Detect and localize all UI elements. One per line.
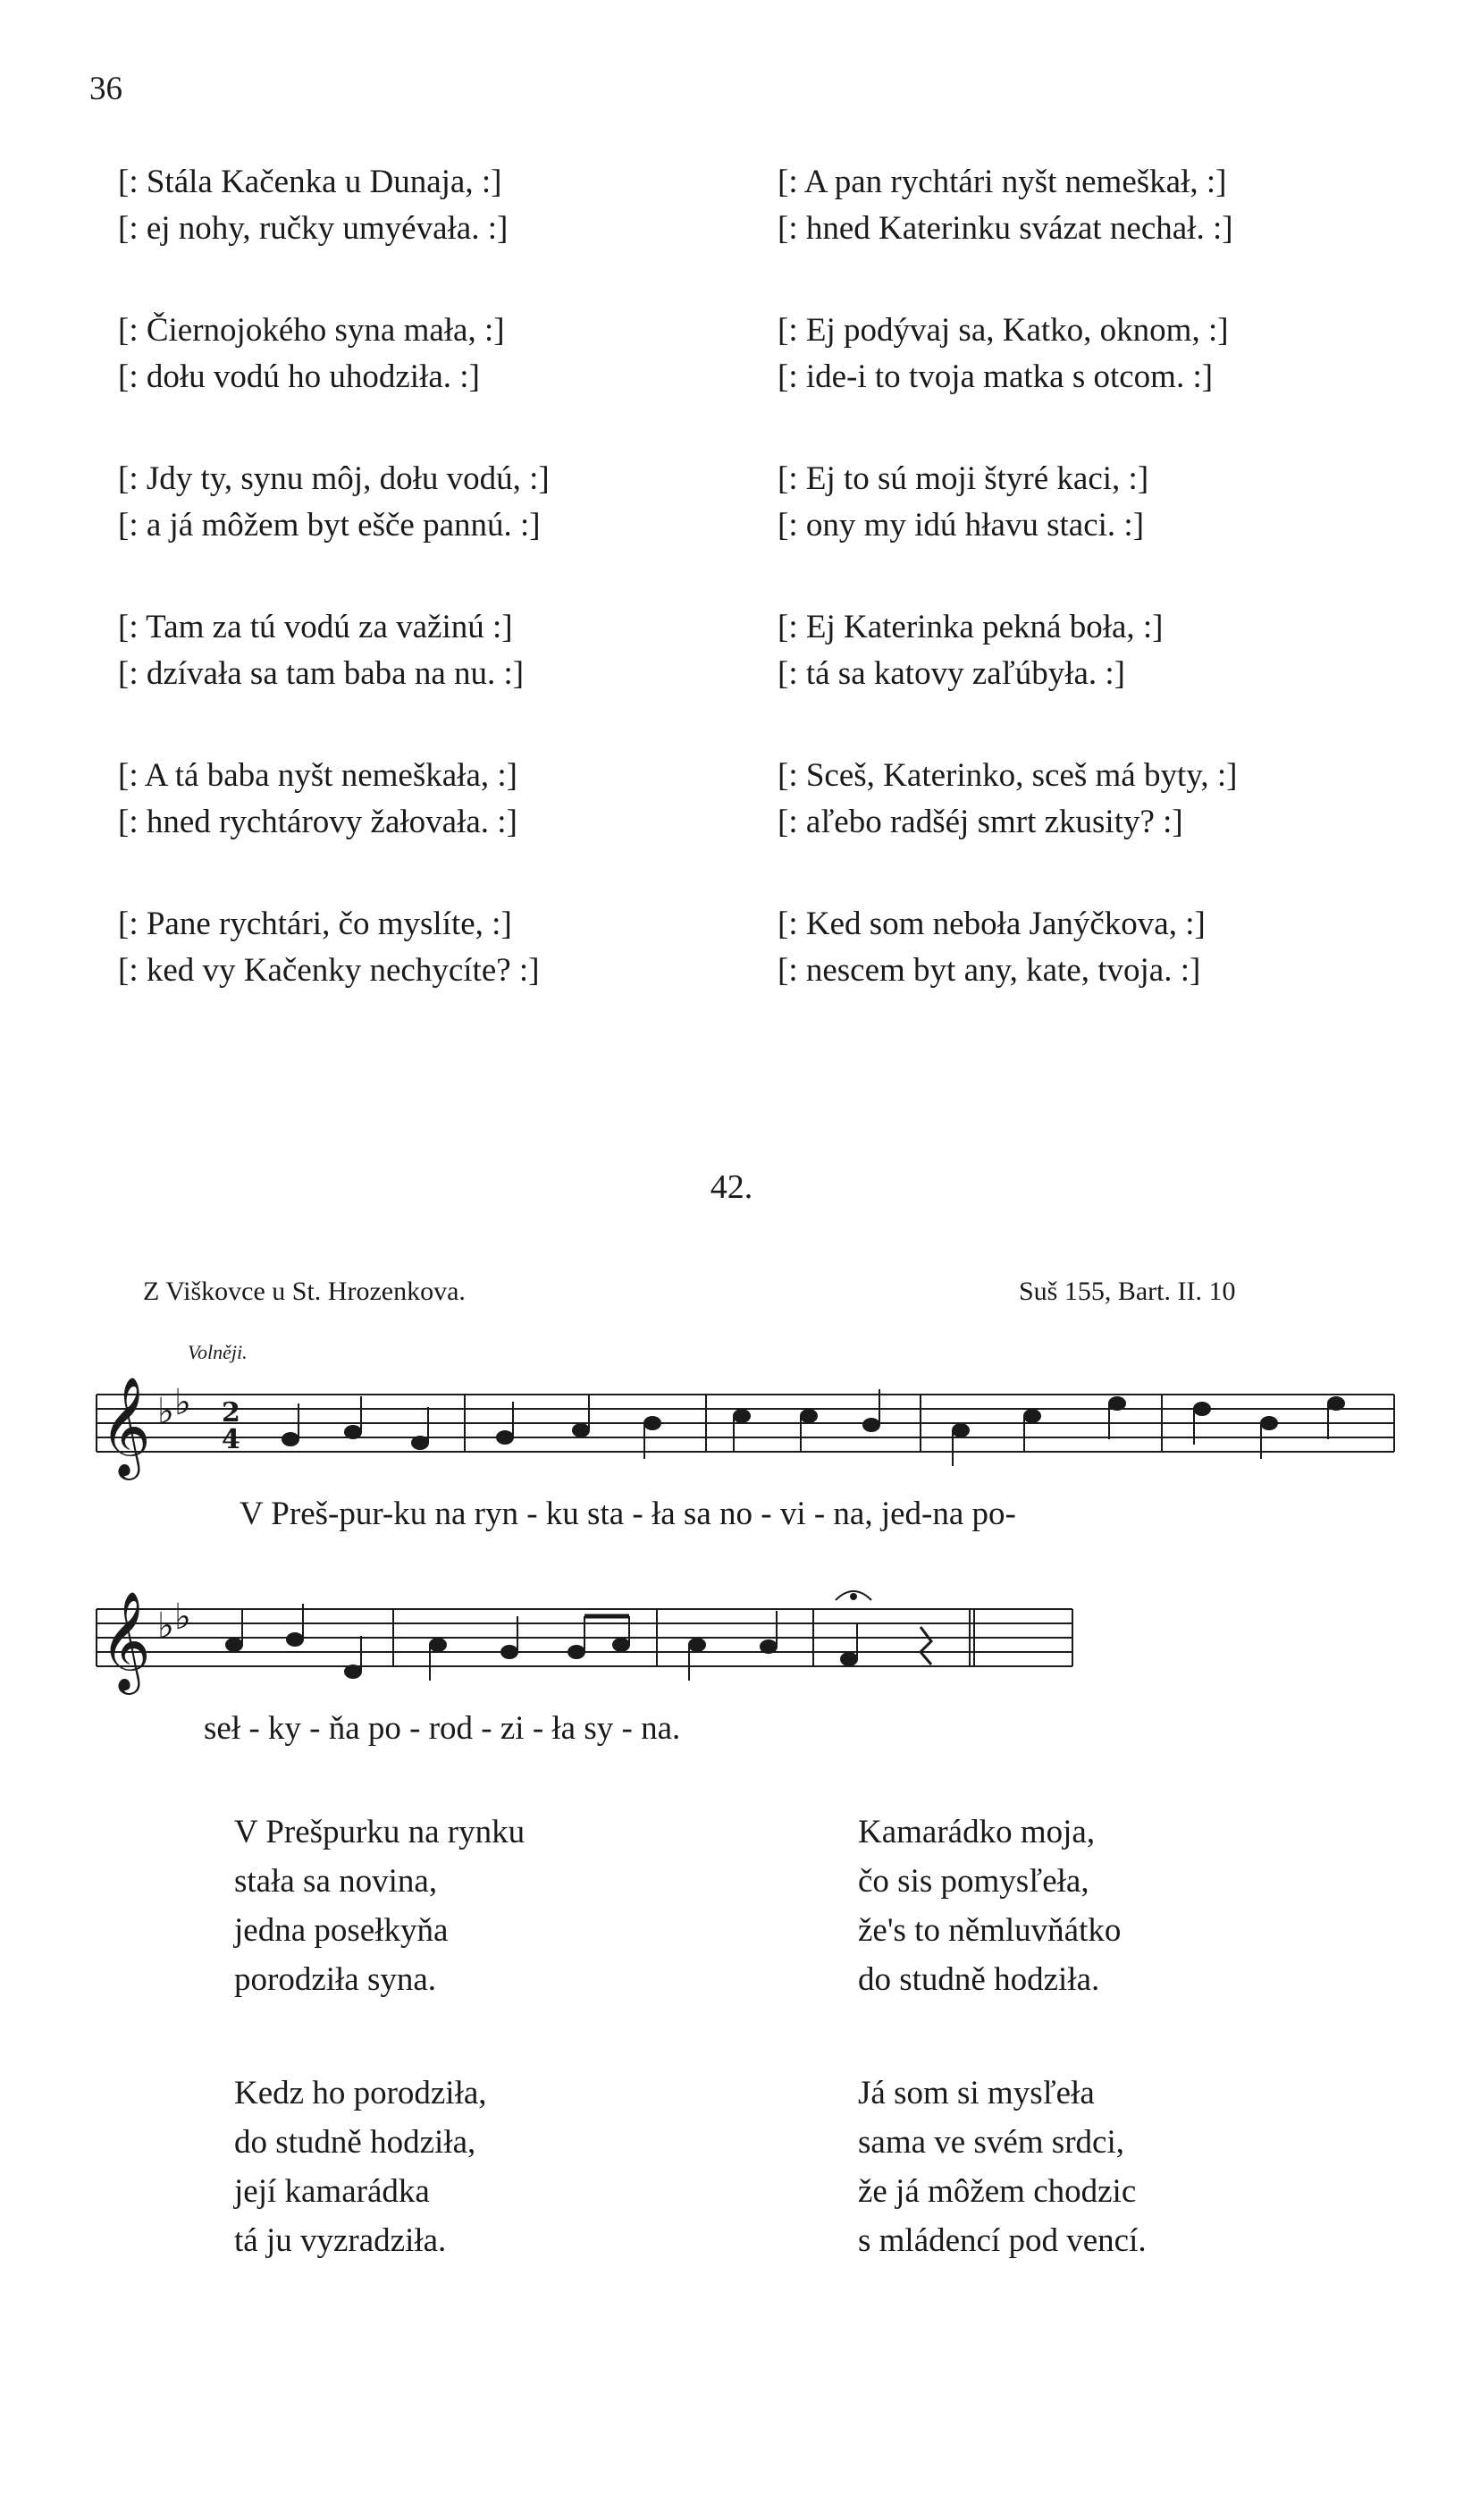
verse-line: že já môžem chodzic — [858, 2173, 1137, 2210]
verse-line: její kamarádka — [234, 2173, 430, 2210]
verse-line: [: Stála Kačenka u Dunaja, :] — [118, 164, 502, 200]
notes-staff-1 — [282, 1389, 1344, 1466]
verse-line: stała sa novina, — [234, 1863, 438, 1900]
verse-line: [: Jdy ty, synu môj, dołu vodú, :] — [118, 460, 550, 497]
lyrics-line-1: V Preš-pur-ku na ryn - ku sta - ła sa no - vi - na, jed-na po- — [240, 1496, 1016, 1532]
verse-line: [: Ej to sú moji štyré kaci, :] — [778, 460, 1149, 497]
flat-sign-icon: ♭ — [174, 1382, 191, 1423]
tempo-marking: Volněji. — [188, 1341, 248, 1363]
verse-line: porodziła syna. — [234, 1961, 437, 1998]
verse-line: že's to němluvňátko — [858, 1912, 1122, 1949]
verse-line: čo sis pomysľeła, — [858, 1863, 1089, 1900]
verse-line: V Prešpurku na rynku — [234, 1814, 526, 1850]
stanza — [858, 1808, 1147, 2004]
verse-line: [: ony my idú hłavu staci. :] — [778, 507, 1145, 544]
verse-line: Kamarádko moja, — [858, 1814, 1096, 1850]
verse-line: [: ide-i to tvoja matka s otcom. :] — [778, 358, 1214, 395]
time-signature-bottom: 4 — [222, 1424, 240, 1455]
verse-line: do studně hodziła. — [858, 1961, 1100, 1998]
lyrics-line-2: seł - ky - ňa po - rod - zi - ła sy - na. — [204, 1710, 681, 1747]
verse-line: [: hned rychtárovy žałovała. :] — [118, 804, 517, 840]
verse-line: [: ej nohy, ručky umyévała. :] — [118, 210, 509, 247]
verse-line: [: Pane rychtári, čo myslíte, :] — [118, 906, 512, 942]
flat-sign-icon: ♭ — [157, 1391, 174, 1432]
page-number: 36 — [89, 71, 122, 107]
verses-right-column — [858, 1808, 1147, 2330]
song-number: 42. — [710, 1168, 753, 1206]
verse-line: [: Čiernojokého syna mała, :] — [118, 312, 505, 349]
verse-line: [: Ej Katerinka pekná boła, :] — [778, 609, 1164, 645]
verse-line: [: tá sa katovy zaľúbyła. :] — [778, 655, 1126, 692]
verse-line: [: ked vy Kačenky nechycíte? :] — [118, 952, 540, 989]
verse-line: tá ju vyzradziła. — [234, 2222, 447, 2259]
verse-line: [: A pan rychtári nyšt nemeškał, :] — [778, 164, 1227, 200]
stanza — [234, 2069, 525, 2265]
verse-line: [: nescem byt any, kate, tvoja. :] — [778, 952, 1201, 989]
verse-line: sama ve svém srdci, — [858, 2124, 1124, 2161]
stanza — [234, 1808, 525, 2004]
verse-line: Kedz ho porodziła, — [234, 2075, 487, 2111]
treble-clef-icon: 𝄞 — [100, 1590, 151, 1690]
song-origin: Z Viškovce u St. Hrozenkova. — [143, 1277, 466, 1306]
stanza — [858, 2069, 1147, 2265]
verse-line: do studně hodziła, — [234, 2124, 476, 2161]
verse-line: [: Ked som neboła Janýčkova, :] — [778, 906, 1206, 942]
verse-line: jedna posełkyňa — [234, 1912, 449, 1949]
verses-left-column — [234, 1808, 525, 2330]
verse-line: s mládencí pod vencí. — [858, 2222, 1147, 2259]
verse-line: [: aľebo radšéj smrt zkusity? :] — [778, 804, 1183, 840]
time-signature-top: 2 — [222, 1397, 240, 1429]
flat-sign-icon: ♭ — [157, 1606, 174, 1647]
verse-line: [: Tam za tú vodú za važinú :] — [118, 609, 513, 645]
verse-line: [: a já môžem byt ešče pannú. :] — [118, 507, 541, 544]
song-reference: Suš 155, Bart. II. 10 — [1019, 1277, 1236, 1306]
verse-line: [: dołu vodú ho uhodziła. :] — [118, 358, 480, 395]
verse-line: [: dzívała sa tam baba na nu. :] — [118, 655, 525, 692]
treble-clef-icon: 𝄞 — [100, 1376, 151, 1476]
verse-line: [: Ej podývaj sa, Katko, oknom, :] — [778, 312, 1229, 349]
flat-sign-icon: ♭ — [174, 1597, 191, 1638]
verse-line: Já som si mysľeła — [858, 2075, 1095, 2111]
verse-line: [: A tá baba nyšt nemeškała, :] — [118, 757, 517, 794]
verse-line: [: hned Katerinku svázat nechał. :] — [778, 210, 1233, 247]
verse-line: [: Sceš, Katerinko, sceš má byty, :] — [778, 757, 1238, 794]
